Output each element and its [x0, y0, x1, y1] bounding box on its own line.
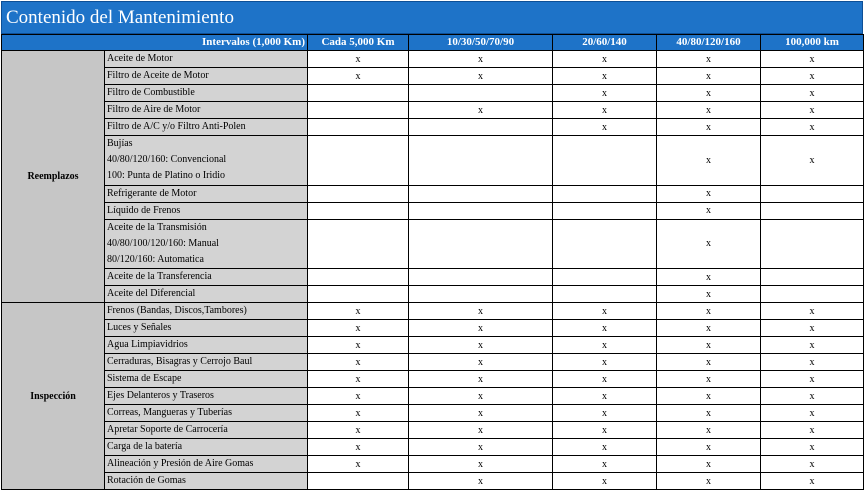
item-label — [105, 473, 308, 490]
item-label — [105, 422, 308, 439]
interval-mark: x — [657, 320, 761, 337]
table-row — [2, 85, 864, 102]
item-label-line: 80/120/160: Automatica — [107, 253, 204, 265]
table-row — [2, 136, 864, 186]
table-row — [2, 51, 864, 68]
interval-mark: x — [761, 354, 864, 371]
interval-mark: x — [761, 320, 864, 337]
item-label — [105, 119, 308, 136]
interval-mark: x — [553, 320, 657, 337]
item-label — [105, 85, 308, 102]
interval-mark: x — [409, 354, 553, 371]
item-label — [105, 269, 308, 286]
interval-mark — [409, 119, 553, 136]
item-label-line: Aceite de la Transferencia — [107, 271, 212, 282]
interval-mark: x — [308, 439, 409, 456]
table-row — [2, 286, 864, 303]
interval-mark: x — [761, 473, 864, 490]
interval-mark — [761, 219, 864, 269]
interval-mark — [308, 136, 409, 186]
table-row — [2, 388, 864, 405]
interval-mark: x — [553, 119, 657, 136]
interval-mark: x — [409, 51, 553, 68]
table-row — [2, 102, 864, 119]
interval-mark — [409, 286, 553, 303]
table-row — [2, 422, 864, 439]
item-label-line: Correas, Mangueras y Tuberías — [107, 407, 232, 418]
interval-mark — [409, 219, 553, 269]
interval-mark: x — [308, 422, 409, 439]
maintenance-table — [1, 34, 864, 490]
header-row — [2, 35, 864, 51]
interval-mark — [308, 85, 409, 102]
interval-mark — [761, 286, 864, 303]
interval-mark — [761, 202, 864, 219]
interval-mark — [553, 286, 657, 303]
interval-mark: x — [553, 439, 657, 456]
item-label-line: Filtro de Aceite de Motor — [107, 70, 209, 81]
interval-mark: x — [308, 405, 409, 422]
interval-mark: x — [409, 102, 553, 119]
interval-mark: x — [761, 456, 864, 473]
interval-mark — [761, 185, 864, 202]
item-label-line: Rotación de Gomas — [107, 475, 186, 486]
item-label — [105, 354, 308, 371]
item-label-line: Agua Limpiavidrios — [107, 339, 188, 350]
table-row — [2, 68, 864, 85]
interval-mark: x — [657, 269, 761, 286]
item-label-line: 100: Punta de Platino o Iridio — [107, 170, 226, 181]
interval-mark: x — [553, 388, 657, 405]
column-header: 20/60/140 — [553, 35, 657, 51]
interval-mark: x — [761, 303, 864, 320]
item-label — [105, 286, 308, 303]
interval-mark: x — [409, 371, 553, 388]
interval-mark: x — [657, 439, 761, 456]
interval-mark: x — [657, 456, 761, 473]
interval-mark: x — [761, 119, 864, 136]
interval-mark — [553, 136, 657, 186]
item-label-line: Sistema de Escape — [107, 373, 182, 384]
table-row — [2, 473, 864, 490]
interval-mark: x — [761, 439, 864, 456]
item-label-line: Aceite de Motor — [107, 53, 173, 64]
interval-mark: x — [657, 202, 761, 219]
interval-mark: x — [657, 422, 761, 439]
interval-mark: x — [308, 371, 409, 388]
interval-mark: x — [409, 439, 553, 456]
table-row — [2, 337, 864, 354]
interval-mark: x — [657, 185, 761, 202]
interval-mark: x — [657, 68, 761, 85]
interval-mark — [761, 269, 864, 286]
interval-mark: x — [553, 456, 657, 473]
item-label — [105, 136, 308, 186]
interval-mark: x — [553, 422, 657, 439]
item-label — [105, 51, 308, 68]
table-row — [2, 185, 864, 202]
interval-mark: x — [761, 51, 864, 68]
interval-mark — [409, 85, 553, 102]
interval-mark: x — [761, 85, 864, 102]
interval-mark: x — [308, 388, 409, 405]
interval-mark: x — [553, 51, 657, 68]
interval-mark — [553, 202, 657, 219]
item-label-line: Líquido de Frenos — [107, 204, 181, 216]
interval-mark — [308, 202, 409, 219]
interval-mark: x — [409, 422, 553, 439]
interval-mark: x — [657, 51, 761, 68]
interval-mark: x — [308, 337, 409, 354]
item-label-line: 40/80/120/160: Convencional — [107, 154, 227, 165]
interval-mark: x — [761, 371, 864, 388]
column-header: 40/80/120/160 — [657, 35, 761, 51]
interval-mark — [409, 269, 553, 286]
interval-mark: x — [761, 136, 864, 186]
item-label — [105, 219, 308, 269]
interval-mark: x — [657, 136, 761, 186]
interval-mark — [308, 269, 409, 286]
item-label — [105, 303, 308, 320]
interval-mark: x — [553, 337, 657, 354]
item-label-line: Filtro de Aire de Motor — [107, 104, 201, 115]
item-label — [105, 337, 308, 354]
interval-mark: x — [308, 51, 409, 68]
table-row — [2, 320, 864, 337]
page-title: Contenido del Mantenimiento — [1, 1, 863, 34]
interval-mark: x — [657, 85, 761, 102]
table-row — [2, 303, 864, 320]
column-header: 100,000 km — [761, 35, 864, 51]
item-label-line: Carga de la batería — [107, 441, 183, 452]
interval-mark: x — [409, 303, 553, 320]
interval-mark: x — [409, 388, 553, 405]
interval-mark: x — [657, 102, 761, 119]
item-label — [105, 388, 308, 405]
table-row — [2, 219, 864, 269]
item-label-line: Aceite del Diferencial — [107, 288, 196, 299]
interval-mark: x — [657, 371, 761, 388]
interval-mark: x — [761, 405, 864, 422]
interval-mark: x — [761, 388, 864, 405]
section-label: Inspección — [2, 303, 105, 490]
interval-mark: x — [308, 320, 409, 337]
item-label — [105, 320, 308, 337]
column-header: Cada 5,000 Km — [308, 35, 409, 51]
item-label-line: Refrigerante de Motor — [107, 187, 197, 199]
interval-mark — [308, 102, 409, 119]
interval-mark: x — [761, 68, 864, 85]
table-row — [2, 405, 864, 422]
interval-mark: x — [553, 85, 657, 102]
interval-mark: x — [553, 405, 657, 422]
interval-mark: x — [308, 68, 409, 85]
intervals-header: Intervalos (1,000 Km) — [2, 35, 308, 51]
interval-mark: x — [761, 337, 864, 354]
item-label-line: Aceite de la Transmisión — [107, 221, 207, 233]
interval-mark: x — [657, 219, 761, 269]
table-row — [2, 269, 864, 286]
item-label — [105, 185, 308, 202]
interval-mark: x — [308, 456, 409, 473]
table-row — [2, 119, 864, 136]
item-label-line: Ejes Delanteros y Traseros — [107, 390, 214, 401]
interval-mark — [553, 185, 657, 202]
interval-mark — [409, 185, 553, 202]
item-label — [105, 102, 308, 119]
interval-mark: x — [657, 286, 761, 303]
item-label — [105, 371, 308, 388]
interval-mark: x — [657, 303, 761, 320]
interval-mark: x — [657, 405, 761, 422]
section-label: Reemplazos — [2, 51, 105, 303]
interval-mark — [409, 202, 553, 219]
interval-mark: x — [657, 337, 761, 354]
interval-mark: x — [409, 473, 553, 490]
interval-mark — [308, 286, 409, 303]
interval-mark — [553, 219, 657, 269]
column-header: 10/30/50/70/90 — [409, 35, 553, 51]
item-label — [105, 439, 308, 456]
item-label-line: 40/80/100/120/160: Manual — [107, 237, 219, 249]
item-label-line: Luces y Señales — [107, 322, 172, 333]
item-label-line: Filtro de A/C y/o Filtro Anti-Polen — [107, 121, 246, 132]
table-row — [2, 456, 864, 473]
interval-mark: x — [657, 354, 761, 371]
interval-mark: x — [409, 320, 553, 337]
table-row — [2, 439, 864, 456]
interval-mark: x — [308, 303, 409, 320]
interval-mark: x — [553, 102, 657, 119]
interval-mark: x — [657, 388, 761, 405]
interval-mark: x — [553, 354, 657, 371]
item-label — [105, 456, 308, 473]
item-label-line: Bujías — [107, 138, 133, 149]
item-label-line: Apretar Soporte de Carrocería — [107, 424, 228, 435]
interval-mark: x — [553, 371, 657, 388]
item-label-line: Filtro de Combustible — [107, 87, 195, 98]
item-label — [105, 405, 308, 422]
table-row — [2, 371, 864, 388]
interval-mark: x — [657, 473, 761, 490]
interval-mark: x — [553, 68, 657, 85]
interval-mark: x — [657, 119, 761, 136]
interval-mark: x — [553, 473, 657, 490]
item-label — [105, 68, 308, 85]
item-label-line: Cerraduras, Bisagras y Cerrojo Baul — [107, 356, 253, 367]
item-label-line: Alineación y Presión de Aire Gomas — [107, 458, 254, 469]
table-row — [2, 202, 864, 219]
interval-mark: x — [409, 405, 553, 422]
interval-mark: x — [553, 303, 657, 320]
item-label — [105, 202, 308, 219]
interval-mark: x — [308, 354, 409, 371]
interval-mark: x — [409, 68, 553, 85]
interval-mark: x — [761, 102, 864, 119]
interval-mark: x — [409, 456, 553, 473]
interval-mark: x — [409, 337, 553, 354]
interval-mark — [409, 136, 553, 186]
interval-mark: x — [761, 422, 864, 439]
interval-mark — [308, 473, 409, 490]
interval-mark — [553, 269, 657, 286]
item-label-line: Frenos (Bandas, Discos,Tambores) — [107, 305, 247, 316]
table-row — [2, 354, 864, 371]
interval-mark — [308, 119, 409, 136]
interval-mark — [308, 185, 409, 202]
interval-mark — [308, 219, 409, 269]
